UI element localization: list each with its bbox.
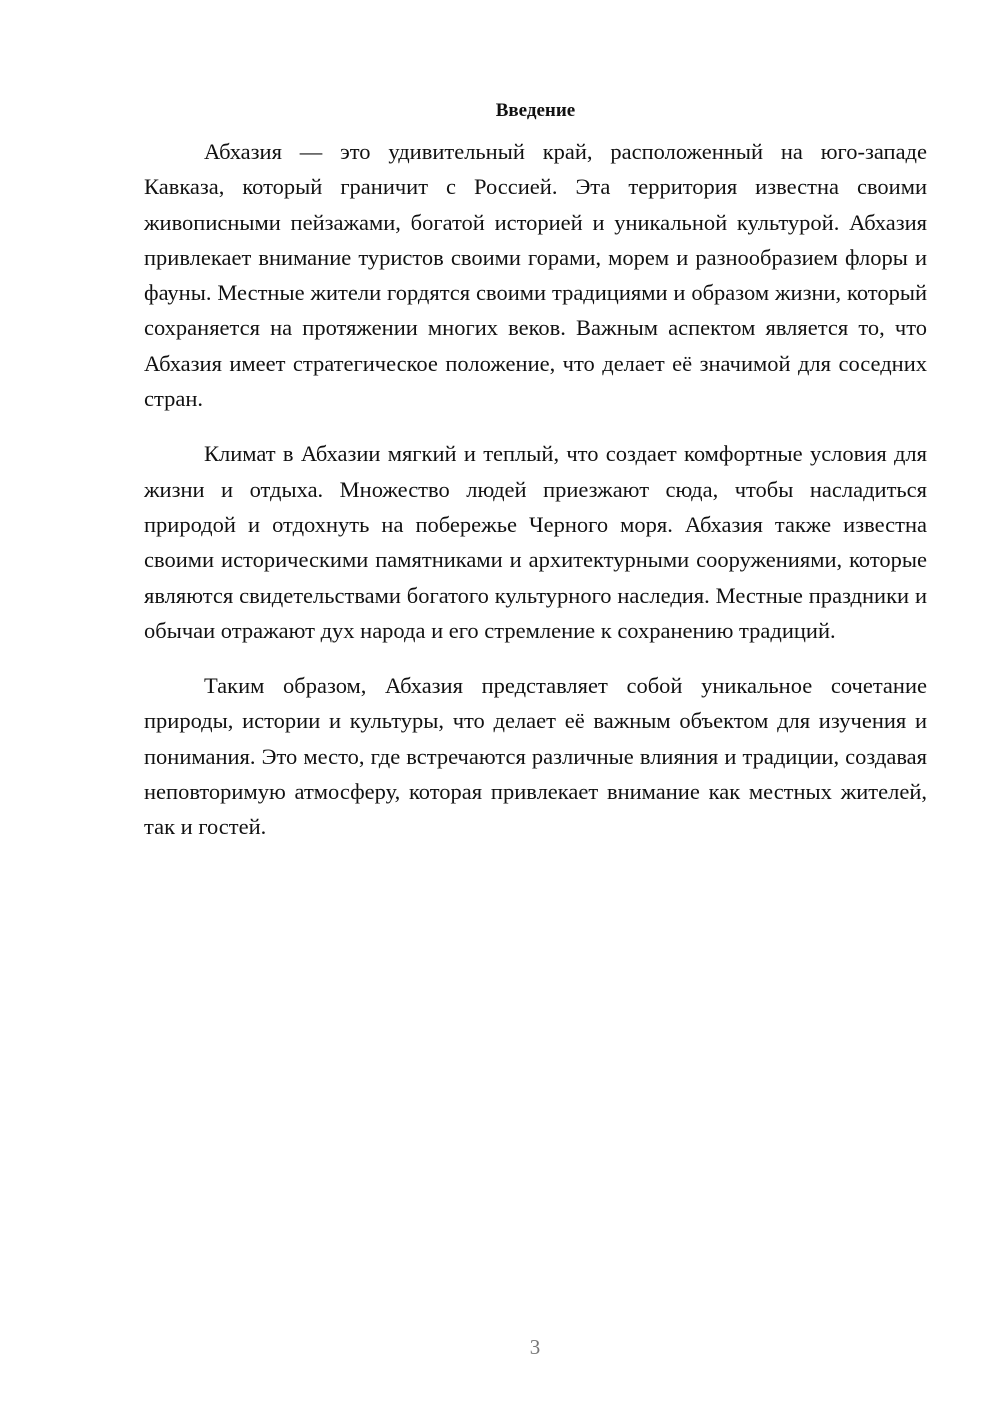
page-content — [144, 96, 927, 865]
page-number: 3 — [529, 1335, 541, 1359]
paragraph-3: Таким образом, Абхазия представляет собой уникальное сочетание природы, истории и культуры, что делает её важным объектом для изучения и понимания. Это место, где встречаются различные влияния и традиции, создавая неповторимую атмосферу, которая привлекает внимание как местных жителей, так и гостей. — [144, 673, 927, 840]
paragraph-2: Климат в Абхазии мягкий и теплый, что создает комфортные условия для жизни и отдыха. Множество людей приезжают сюда, чтобы насладиться природой и отдохнуть на побережье Черного моря. Абхазия также известна своими историческими памятниками и архитектурными сооружениями, которые являются свидетельствами богатого культурного наследия. Местные праздники и обычаи отражают дух народа и его стремление к сохранению традиций. — [144, 441, 927, 643]
paragraph-1: Абхазия — это удивительный край, расположенный на юго-западе Кавказа, который граничит с Россией. Эта территория известна своими живописными пейзажами, богатой историей и уникальной культурой. Абхазия привлекает внимание туристов своими горами, морем и разнообразием флоры и фауны. Местные жители гордятся своими традициями и образом жизни, который сохраняется на протяжении многих веков. Важным аспектом является то, что Абхазия имеет стратегическое положение, что делает её значимой для соседних стран. — [144, 139, 927, 412]
section-title: Введение — [495, 100, 576, 121]
